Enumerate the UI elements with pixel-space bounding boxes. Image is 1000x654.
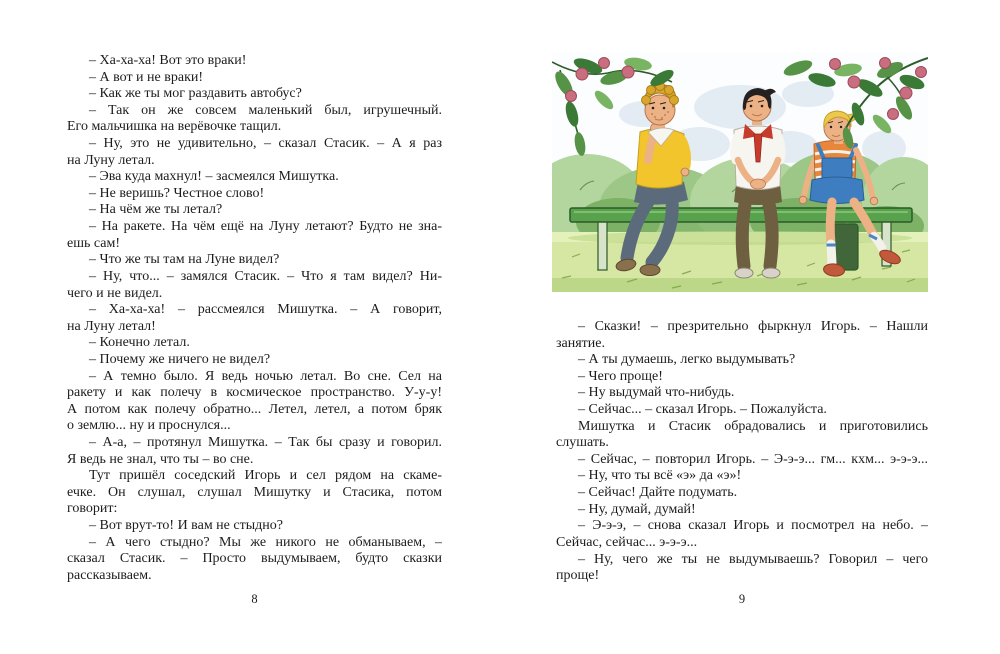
text-line: Его мальчишка на верёвочке тащил. (67, 119, 282, 135)
text-line: сказал Стасик. – Просто выдумываем, будто сказки (67, 551, 442, 567)
text-line: – Сказки! – презрительно фыркнул Игорь. – Нашли (578, 319, 928, 334)
text-line: – Сейчас! Дайте подумать. (578, 485, 738, 501)
text-line: – Ха-ха-ха! Вот это враки! (89, 53, 247, 68)
page-9-number: 9 (738, 592, 746, 606)
text-line: – Почему же ничего не видел? (89, 351, 271, 367)
text-line: Мишутка и Стасик обрадовались и приготовились (578, 418, 928, 434)
page-9-text (556, 319, 928, 585)
text-line: – Ну, что ты всё «э» да «э»! (578, 468, 742, 484)
text-line: – Сейчас, – повторил Игорь. – Э-э-э... гм... кхм... э-э-э... (578, 451, 928, 467)
text-line: – Ну выдумай что-нибудь. (578, 385, 735, 401)
text-line: ечке. Он слушал, слушал Мишутку и Стасика, потом (67, 484, 442, 500)
text-line: – Ну, думай, думай! (578, 501, 696, 517)
text-line: – Чего проще! (578, 368, 663, 384)
text-line: ешь сам! (67, 235, 120, 251)
text-line: – Ну, что... – замялся Стасик. – Что я там видел? Ни- (89, 268, 442, 284)
text-line: – Конечно летал. (89, 335, 190, 351)
text-line: – А темно было. Я ведь ночью летал. Во сне. Сел на (89, 368, 442, 384)
text-line: говорит: (67, 501, 118, 517)
text-line: слушать. (556, 435, 609, 451)
text-line: занятие. (556, 335, 605, 351)
text-line: – Ну, чего же ты не выдумываешь? Говорил – чего (578, 551, 928, 567)
text-line: А потом как полечу обратно... Летел, летел, а потом бряк (67, 401, 442, 417)
text-line: – А ты думаешь, легко выдумывать? (578, 352, 796, 368)
text-line: проще! (556, 568, 600, 584)
text-line: – Не веришь? Честное слово! (89, 185, 265, 201)
text-line: – Так он же совсем маленький был, игрушечный. (89, 102, 442, 118)
text-line: о землю... ну и проснулся... (67, 418, 231, 434)
page-8-text (67, 53, 442, 585)
text-line: – Что же ты там на Луне видел? (89, 252, 280, 268)
text-line: – А вот и не враки! (89, 69, 204, 85)
text-line: ракету и как полечу в космическое пространство. У-у-у! (67, 385, 442, 401)
text-line: Сейчас, сейчас... э-э-э... (556, 534, 698, 550)
text-line: чего и не видел. (67, 285, 163, 301)
text-line: – Эва куда махнул! – засмеялся Мишутка. (89, 169, 339, 185)
text-line: рассказываем. (67, 567, 152, 583)
text-line: – Вот врут-то! И вам не стыдно? (89, 518, 283, 534)
text-line: – На ракете. На чём ещё на Луну летают? Будто не зна- (89, 219, 442, 235)
text-line: – Э-э-э, – снова сказал Игорь и посмотрел на небо. – (578, 518, 928, 534)
page-8-number: 8 (251, 592, 258, 606)
text-line: на Луну летал. (67, 152, 155, 168)
text-line: – Как же ты мог раздавить автобус? (89, 86, 302, 102)
text-line: – Ну, это не удивительно, – сказал Стасик. – А я раз (89, 136, 442, 152)
story-illustration (552, 52, 928, 292)
text-line: Тут пришёл соседский Игорь и сел рядом на скаме- (89, 468, 442, 484)
text-line: – Ха-ха-ха! – рассмеялся Мишутка. – А говорит, (89, 302, 442, 318)
text-line: – А чего стыдно? Мы же никого не обманываем, – (89, 534, 442, 550)
text-line: на Луну летал! (67, 318, 156, 334)
text-line: Я ведь не знал, что ты – во сне. (67, 451, 254, 467)
text-line: – Сейчас... – сказал Игорь. – Пожалуйста. (578, 402, 827, 418)
text-line: – На чём же ты летал? (89, 202, 223, 218)
text-line: – А-а, – протянул Мишутка. – Так бы сразу и говорил. (89, 435, 442, 451)
